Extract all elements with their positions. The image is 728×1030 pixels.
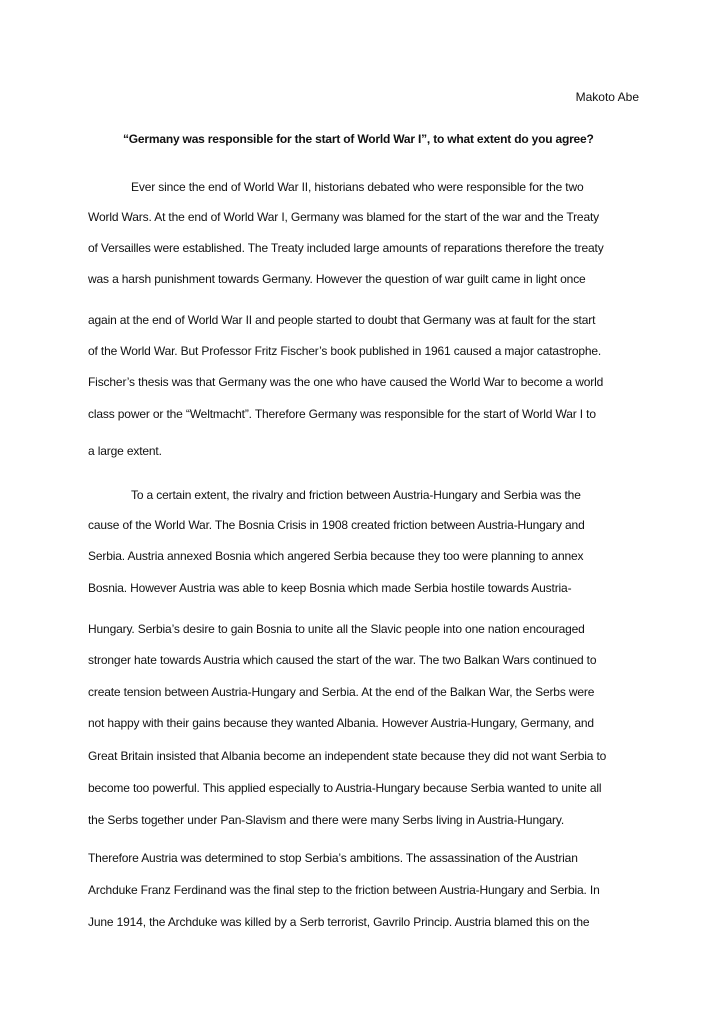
paragraph-1-line: was a harsh punishment towards Germany. However the question of war guilt came in light once [88,272,586,286]
paragraph-1-line: Ever since the end of World War II, historians debated who were responsible for the two [131,180,584,194]
paragraph-2-line: Therefore Austria was determined to stop Serbia’s ambitions. The assassination of the Austrian [88,851,578,865]
paragraph-1-line: of the World War. But Professor Fritz Fischer’s book published in 1961 caused a major catastrophe. [88,344,602,358]
paragraph-1-line: of Versailles were established. The Treaty included large amounts of reparations therefore the treaty [88,241,604,255]
paragraph-2-line: stronger hate towards Austria which caused the start of the war. The two Balkan Wars continued to [88,653,597,667]
paragraph-2-line: not happy with their gains because they wanted Albania. However Austria-Hungary, Germany, and [88,716,594,730]
paragraph-2-line: Great Britain insisted that Albania become an independent state because they did not want Serbia to [88,749,607,763]
essay-title: “Germany was responsible for the start of World War I”, to what extent do you agree? [123,132,594,146]
paragraph-2-line: become too powerful. This applied especially to Austria-Hungary because Serbia wanted to unite all [88,781,602,795]
paragraph-2-line: Bosnia. However Austria was able to keep Bosnia which made Serbia hostile towards Austria- [88,581,572,595]
author-name: Makoto Abe [575,90,639,104]
paragraph-1-line: a large extent. [88,444,162,458]
paragraph-2-line: create tension between Austria-Hungary and Serbia. At the end of the Balkan War, the Serbs were [88,685,595,699]
paragraph-1-line: Fischer’s thesis was that Germany was the one who have caused the World War to become a world [88,375,604,389]
paragraph-2-line: To a certain extent, the rivalry and friction between Austria-Hungary and Serbia was the [131,488,581,502]
paragraph-2-line: Archduke Franz Ferdinand was the final step to the friction between Austria-Hungary and Serbia. In [88,883,600,897]
paragraph-2-line: Hungary. Serbia’s desire to gain Bosnia to unite all the Slavic people into one nation encouraged [88,622,585,636]
paragraph-1-line: World Wars. At the end of World War I, Germany was blamed for the start of the war and the Treaty [88,210,600,224]
paragraph-1-line: again at the end of World War II and people started to doubt that Germany was at fault for the start [88,313,596,327]
paragraph-2-line: cause of the World War. The Bosnia Crisis in 1908 created friction between Austria-Hungary and [88,518,585,532]
paragraph-2-line: June 1914, the Archduke was killed by a Serb terrorist, Gavrilo Princip. Austria blamed this on the [88,915,590,929]
paragraph-2-line: Serbia. Austria annexed Bosnia which angered Serbia because they too were planning to annex [88,549,584,563]
paragraph-1-line: class power or the “Weltmacht”. Therefore Germany was responsible for the start of World War I to [88,407,596,421]
paragraph-2-line: the Serbs together under Pan-Slavism and there were many Serbs living in Austria-Hungary. [88,813,565,827]
